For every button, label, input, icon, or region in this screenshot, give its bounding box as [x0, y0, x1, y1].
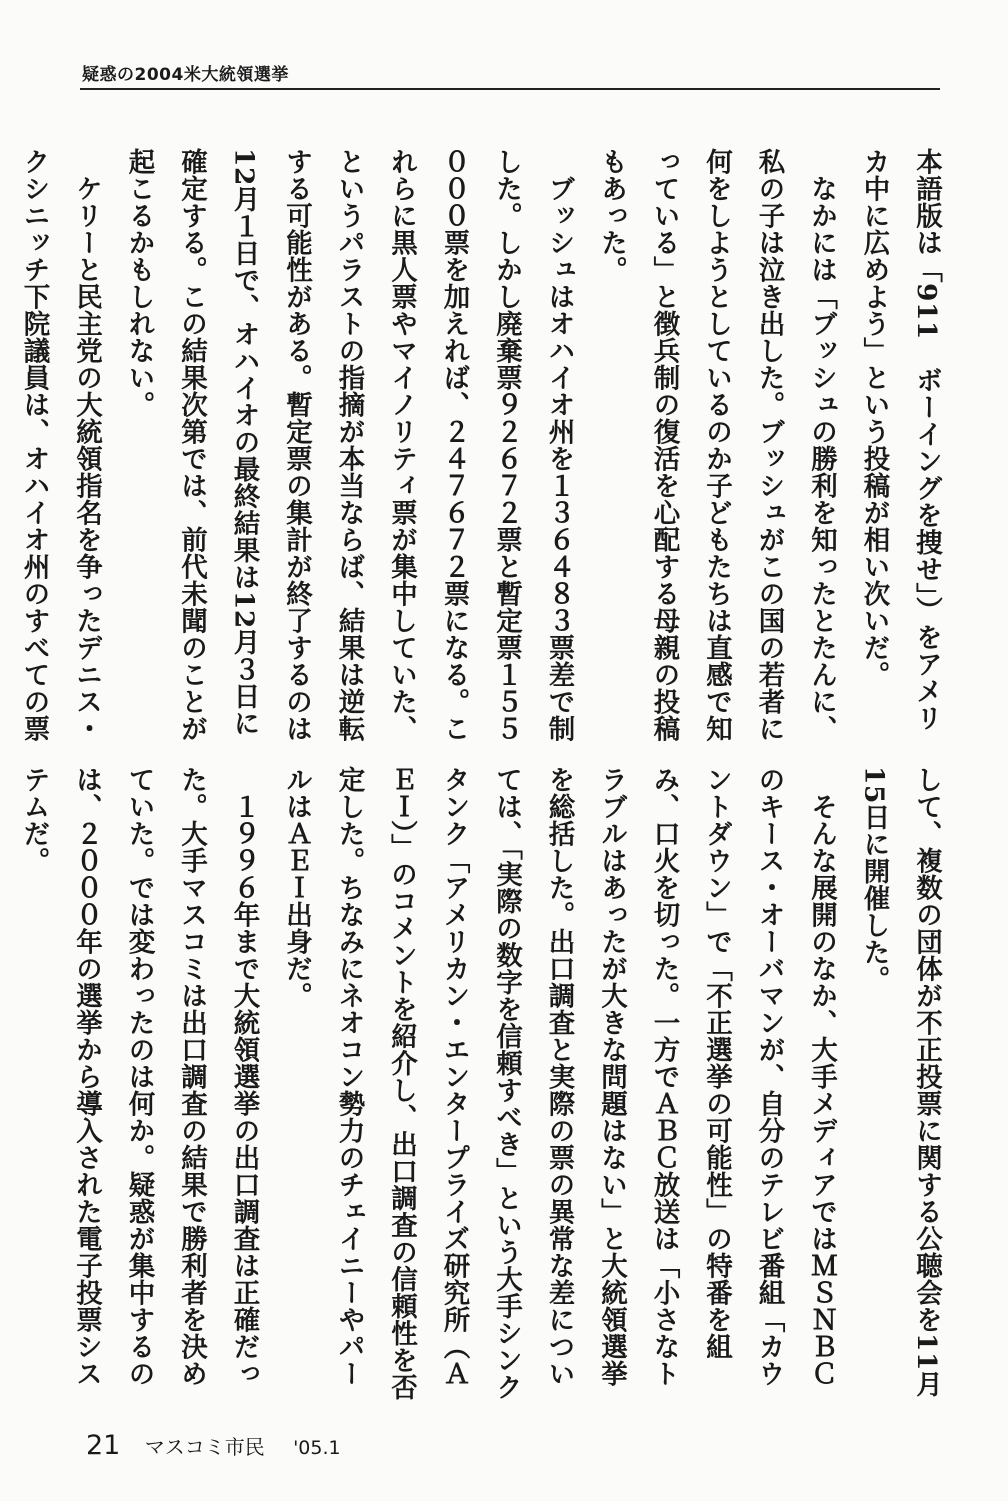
paragraph [0, 766, 7, 1412]
paragraph: １９９６年まで大統領選挙の出口調査は正確だった。大手マスコミは出口調査の結果で勝利者を決めていた。では変わったのは何か。疑惑が集中するのは、２０００年の選挙から導入された電子投票システムだ。 [18, 766, 260, 1387]
upper-text-column [18, 148, 952, 742]
paragraph: 本語版は「911 ボーイングを捜せ」）をアメリカ中に広めよう」という投稿が相い次いだ。 [858, 148, 942, 732]
paragraph: ブッシュはオハイオ州を１３６４８３票差で制した。しかし廃棄票９２６７２票と暫定票１５５０００票を加えれば、２４７６７２票になる。これらに黒人票やマイノリティ票が集中していた、というパラストの指摘が本当ならば、結果は逆転する可能性がある。暫定票の集計が終了するのは12月１日で、オハイオの最終結果は12月３日に確定する。この結果次第では、前代未聞のことが起こるかもしれない。 [123, 148, 575, 742]
paragraph: なかには「ブッシュの勝利を知ったとたんに、私の子は泣き出した。ブッシュがこの国の若者に何をしようとしているのか子どもたちは直感で知っている」と徴兵制の復活を心配する母親の投稿もあった。 [596, 148, 837, 742]
header-rule [80, 88, 940, 90]
issue-date: '05.1 [293, 1437, 341, 1459]
page-number: 21 [86, 1430, 121, 1461]
paragraph: そんな展開のなか、大手メディアではＭＳＮＢＣのキース・オーバマンが、自分のテレビ番組「カウントダウン」で「不正選挙の可能性」の特番を組み、口火を切った。一方でＡＢＣ放送は「小さなトラブルはあったが大きな問題はない」と大統領選挙を総括した。出口調査と実際の票の異常な差については、「実際の数字を信頼すべき」という大手シンクタンク「アメリカン・エンタープライズ研究所（ＡＥＩ）」のコメントを紹介し、出口調査の信頼性を否定した。ちなみにネオコン勢力のチェイニーやパールはＡＥＩ出身だ。 [281, 766, 837, 1401]
publication-name: マスコミ市民 [144, 1435, 265, 1459]
lower-text-column [18, 766, 952, 1412]
running-header: 疑惑の2004米大統領選挙 [82, 65, 289, 85]
paragraph: ケリーと民主党の大統領指名を争ったデニス・クシニッチ下院議員は、オハイオ州のすべての票 [18, 148, 102, 742]
page-footer [86, 1430, 341, 1461]
paragraph: して、複数の団体が不正投票に関する公聴会を11月15日に開催した。 [858, 766, 942, 1398]
